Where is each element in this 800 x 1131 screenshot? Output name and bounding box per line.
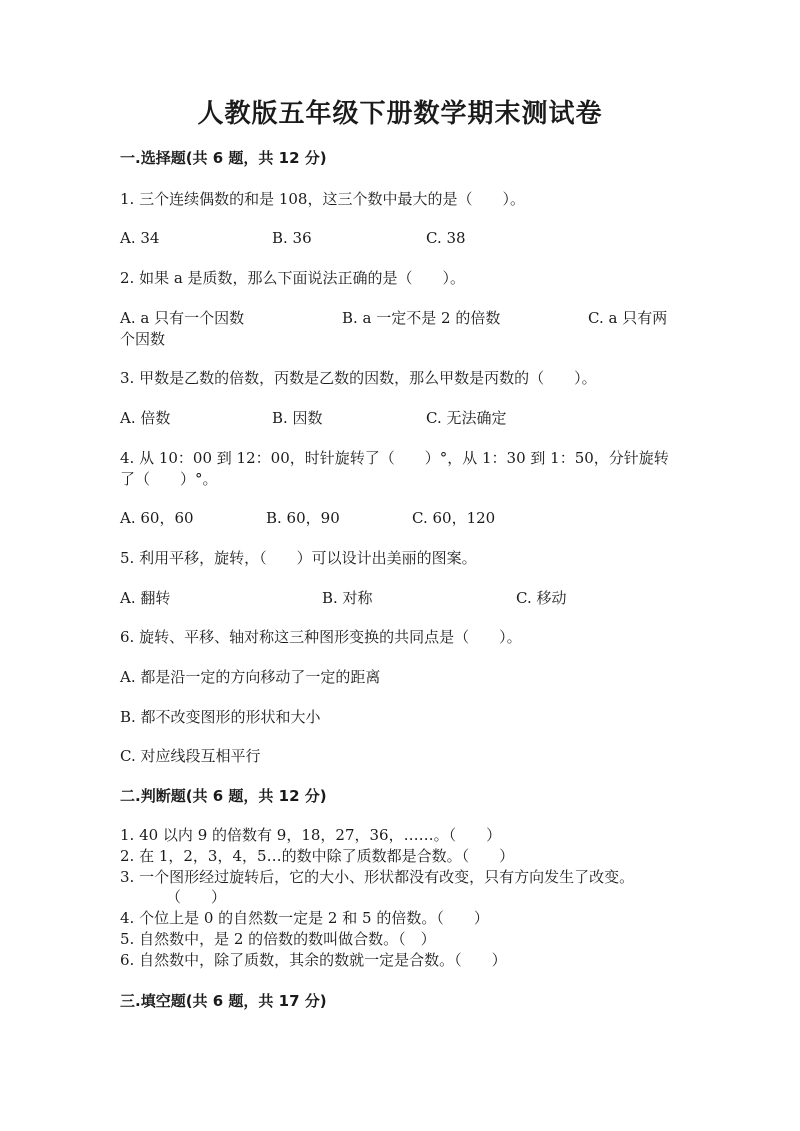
q5-option-b: B. 对称 — [322, 589, 373, 607]
q3-option-c: C. 无法确定 — [426, 409, 507, 427]
judge-1: 1. 40 以内 9 的倍数有 9，18，27，36，……。（ ） — [120, 826, 502, 844]
question-6: 6. 旋转、平移、轴对称这三种图形变换的共同点是（ ）。 — [120, 628, 522, 646]
q2-option-c-continued: 个因数 — [120, 330, 166, 348]
judge-3-line-1: 3. 一个图形经过旋转后，它的大小、形状都没有改变，只有方向发生了改变。 — [120, 868, 635, 886]
judge-3-line-2: （ ） — [166, 888, 227, 906]
page-title: 人教版五年级下册数学期末测试卷 — [197, 99, 603, 129]
q6-option-b: B. 都不改变图形的形状和大小 — [120, 708, 321, 726]
section-heading-choice: 一.选择题(共 6 题，共 12 分) — [120, 149, 327, 167]
q1-option-b: B. 36 — [272, 229, 312, 247]
q4-option-b: B. 60，90 — [266, 509, 340, 527]
q4-option-a: A. 60，60 — [120, 509, 194, 527]
q5-option-c: C. 移动 — [516, 589, 567, 607]
q3-option-b: B. 因数 — [272, 409, 323, 427]
judge-4: 4. 个位上是 0 的自然数一定是 2 和 5 的倍数。（ ） — [120, 909, 489, 927]
question-5: 5. 利用平移，旋转，（ ）可以设计出美丽的图案。 — [120, 549, 477, 567]
q2-option-b: B. a 一定不是 2 的倍数 — [342, 309, 501, 327]
section-heading-fill: 三.填空题(共 6 题，共 17 分) — [120, 992, 327, 1010]
q4-option-c: C. 60，120 — [412, 509, 496, 527]
q1-option-a: A. 34 — [120, 229, 160, 247]
q2-option-a: A. a 只有一个因数 — [120, 309, 245, 327]
question-3: 3. 甲数是乙数的倍数，丙数是乙数的因数，那么甲数是丙数的（ ）。 — [120, 369, 597, 387]
judge-5: 5. 自然数中，是 2 的倍数的数叫做合数。（ ） — [120, 930, 436, 948]
q5-option-a: A. 翻转 — [120, 589, 171, 607]
question-1: 1. 三个连续偶数的和是 108，这三个数中最大的是（ ）。 — [120, 190, 525, 208]
judge-6: 6. 自然数中，除了质数，其余的数就一定是合数。（ ） — [120, 951, 507, 969]
question-4-line-2: 了（ ）°。 — [120, 470, 218, 488]
q2-option-c: C. a 只有两 — [588, 309, 668, 327]
q6-option-a: A. 都是沿一定的方向移动了一定的距离 — [120, 668, 381, 686]
q1-option-c: C. 38 — [426, 229, 466, 247]
question-2: 2. 如果 a 是质数，那么下面说法正确的是（ ）。 — [120, 269, 466, 287]
q3-option-a: A. 倍数 — [120, 409, 171, 427]
section-heading-judge: 二.判断题(共 6 题，共 12 分) — [120, 787, 327, 805]
q6-option-c: C. 对应线段互相平行 — [120, 747, 261, 765]
judge-2: 2. 在 1，2，3，4，5…的数中除了质数都是合数。（ ） — [120, 847, 515, 865]
question-4-line-1: 4. 从 10：00 到 12：00，时针旋转了（ ）°，从 1：30 到 1：50，分针旋转 — [120, 449, 669, 467]
